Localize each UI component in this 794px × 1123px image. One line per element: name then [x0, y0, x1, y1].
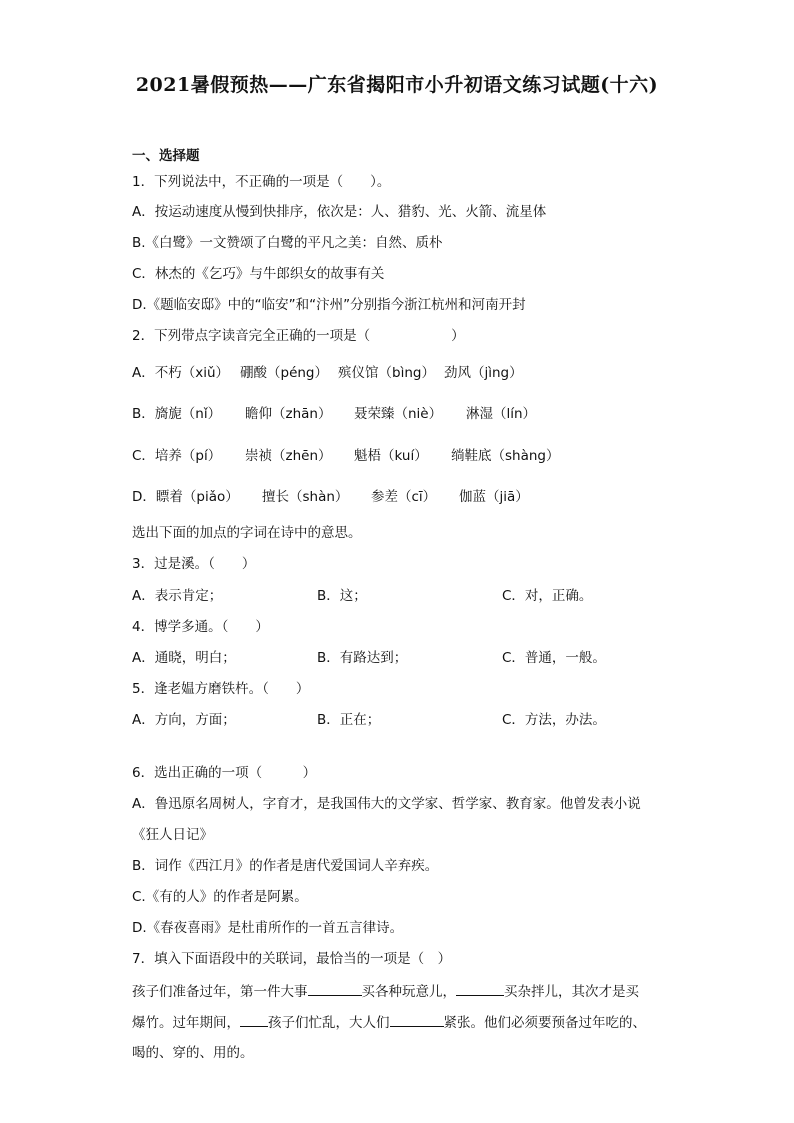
question-6-option-b: B．词作《西江月》的作者是唐代爱国词人辛弃疾。 — [132, 858, 439, 874]
passage-text: 紧张。他们必须要预备过年吃的、 — [443, 1015, 646, 1031]
question-6-stem: 6．选出正确的一项（ ） — [132, 765, 317, 781]
passage-text: 孩子们忙乱，大人们 — [268, 1015, 390, 1031]
question-7-stem: 7．填入下面语段中的关联词，最恰当的一项是（ ） — [132, 951, 452, 967]
question-2-a-1: A．不朽（xiǔ） — [132, 365, 230, 381]
question-5-stem: 5．逢老媪方磨铁杵。（ ） — [132, 681, 310, 697]
section-heading: 一、选择题 — [132, 148, 200, 164]
question-7-passage-line-1 — [132, 981, 639, 1002]
question-2-stem: 2．下列带点字读音完全正确的一项是（ ） — [132, 328, 465, 344]
question-2-d-4: 伽蓝（jiā） — [459, 489, 529, 505]
question-2-c-1: C．培养（pí） — [132, 448, 222, 464]
passage-text: 买杂拌儿，其次才是买 — [504, 984, 639, 1000]
question-1-option-d: D.《题临安邸》中的“临安”和“汴州”分别指今浙江杭州和河南开封 — [132, 297, 526, 313]
passage-text: 买各种玩意儿， — [361, 984, 456, 1000]
fill-blank — [308, 981, 362, 996]
question-7-passage-line-3: 喝的、穿的、用的。 — [132, 1045, 254, 1061]
fill-blank — [240, 1012, 268, 1027]
question-2-b-3: 聂荣臻（niè） — [354, 406, 443, 422]
fill-blank — [456, 981, 504, 996]
question-3-option-c: C．对，正确。 — [502, 588, 593, 604]
question-6-option-d: D.《春夜喜雨》是杜甫所作的一首五言律诗。 — [132, 920, 404, 936]
question-2-b-2: 瞻仰（zhān） — [245, 406, 332, 422]
question-1-option-c: C．林杰的《乞巧》与牛郎织女的故事有关 — [132, 266, 385, 282]
question-5-option-a: A．方向，方面； — [132, 712, 236, 728]
passage-text: 孩子们准备过年，第一件大事 — [132, 984, 308, 1000]
question-3-option-b: B．这； — [317, 588, 367, 604]
fill-blank — [390, 1012, 444, 1027]
question-2-c-3: 魁梧（kuí） — [354, 448, 428, 464]
question-4-stem: 4．博学多通。（ ） — [132, 619, 269, 635]
question-2-c-4: 绱鞋底（shàng） — [451, 448, 560, 464]
page-title: 2021暑假预热——广东省揭阳市小升初语文练习试题(十六) — [135, 74, 659, 96]
question-2-b-4: 淋湿（lín） — [466, 406, 537, 422]
question-5-option-b: B．正在； — [317, 712, 381, 728]
question-6-option-c: C.《有的人》的作者是阿累。 — [132, 889, 308, 905]
question-6-option-a-continued: 《狂人日记》 — [132, 827, 213, 843]
question-2-a-3: 殡仪馆（bìng） — [338, 365, 435, 381]
question-7-passage-line-2 — [132, 1012, 646, 1033]
question-3-option-a: A．表示肯定； — [132, 588, 223, 604]
question-1-option-b: B.《白鹭》一文赞颂了白鹭的平凡之美：自然、质朴 — [132, 235, 443, 251]
question-6-option-a: A．鲁迅原名周树人，字育才，是我国伟大的文学家、哲学家、教育家。他曾发表小说 — [132, 796, 641, 812]
question-4-option-b: B．有路达到； — [317, 650, 408, 666]
question-3-stem: 3．过是溪。（ ） — [132, 556, 256, 572]
question-2-d-2: 擅长（shàn） — [262, 489, 349, 505]
question-2-d-1: D．瞟着（piǎo） — [132, 489, 239, 505]
question-4-option-a: A．通晓，明白； — [132, 650, 236, 666]
instruction-text: 选出下面的加点的字词在诗中的意思。 — [132, 525, 362, 541]
question-1-option-a: A．按运动速度从慢到快排序，依次是：人、猎豹、光、火箭、流星体 — [132, 204, 547, 220]
passage-text: 爆竹。过年期间， — [132, 1015, 240, 1031]
question-4-option-c: C．普通，一般。 — [502, 650, 606, 666]
question-5-option-c: C．方法，办法。 — [502, 712, 606, 728]
question-2-c-2: 崇祯（zhēn） — [245, 448, 332, 464]
question-2-d-3: 参差（cī） — [371, 489, 437, 505]
question-2-b-1: B．旖旎（nǐ） — [132, 406, 222, 422]
question-2-a-2: 硼酸（péng） — [240, 365, 329, 381]
question-1-stem: 1．下列说法中，不正确的一项是（ ）。 — [132, 174, 391, 190]
question-2-a-4: 劲风（jìng） — [444, 365, 523, 381]
